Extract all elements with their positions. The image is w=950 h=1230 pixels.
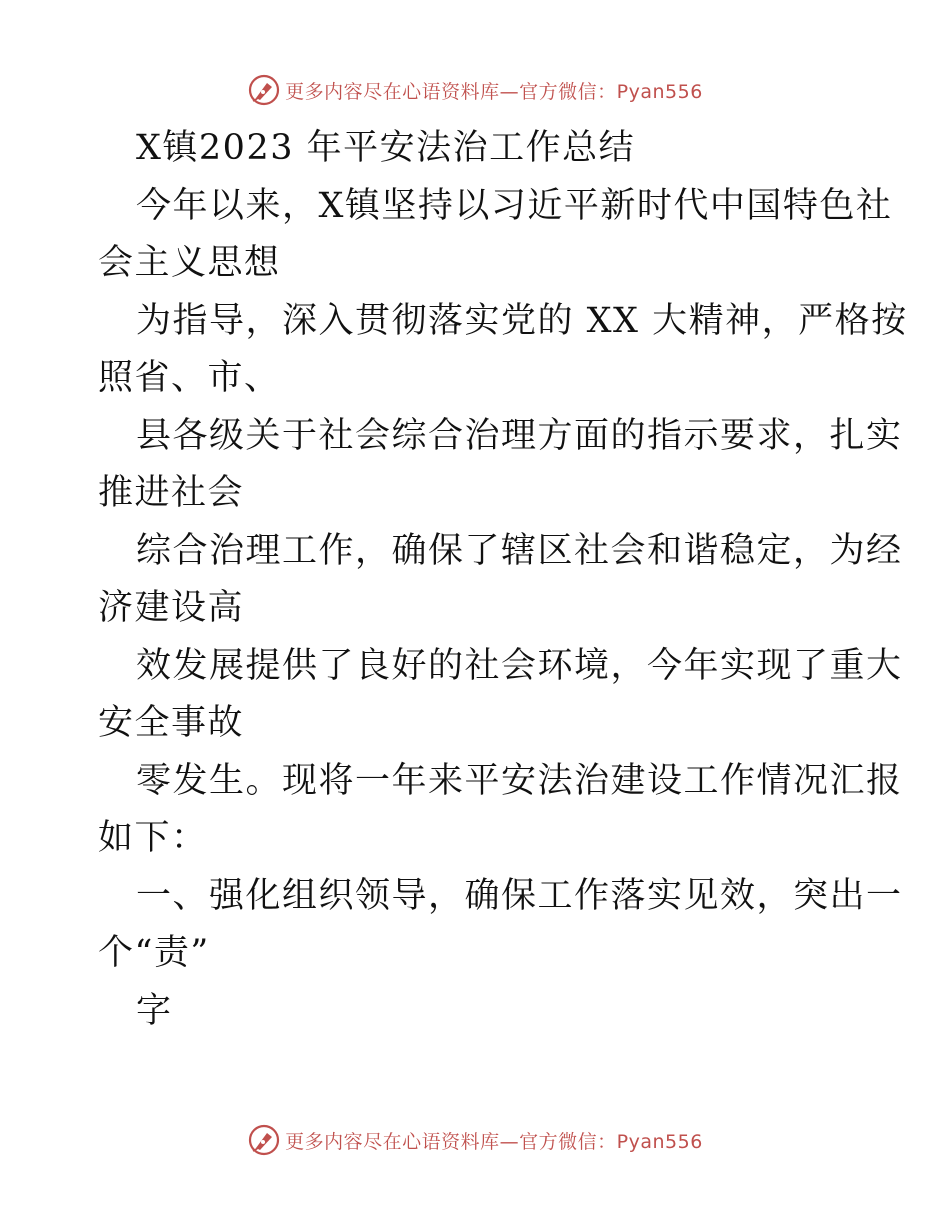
paragraph-line: 济建设高 bbox=[98, 588, 245, 628]
section-heading-line: 字 bbox=[136, 990, 173, 1031]
section-heading-line: 一、强化组织领导，确保工作落实见效，突出一 bbox=[136, 875, 903, 916]
paragraph-line: 会主义思想 bbox=[98, 243, 281, 283]
watermark-text: 更多内容尽在心语资料库—官方微信：Pyan556 bbox=[285, 80, 703, 103]
paragraph-line: 县各级关于社会综合治理方面的指示要求，扎实 bbox=[136, 415, 903, 456]
footer-watermark bbox=[0, 1120, 950, 1160]
paragraph-line: 为指导，深入贯彻落实党的 XX 大精神，严格按 bbox=[136, 300, 908, 341]
paragraph-line: 安全事故 bbox=[98, 703, 245, 743]
watermark-text: 更多内容尽在心语资料库—官方微信：Pyan556 bbox=[285, 1130, 703, 1153]
pen-nib-logo-icon bbox=[247, 1123, 281, 1157]
paragraph-line: 今年以来，X镇坚持以习近平新时代中国特色社 bbox=[136, 185, 893, 226]
document-body bbox=[98, 120, 908, 1040]
paragraph-line: 推进社会 bbox=[98, 473, 245, 513]
paragraph-line: 如下： bbox=[98, 818, 208, 858]
pen-nib-logo-icon bbox=[247, 73, 281, 107]
section-heading-line: 个“责” bbox=[98, 933, 210, 973]
paragraph-line: 综合治理工作，确保了辖区社会和谐稳定，为经 bbox=[136, 530, 903, 571]
paragraph-line: 零发生。现将一年来平安法治建设工作情况汇报 bbox=[136, 760, 903, 801]
header-watermark bbox=[0, 70, 950, 110]
paragraph-line: 照省、市、 bbox=[98, 358, 281, 398]
paragraph-line: 效发展提供了良好的社会环境，今年实现了重大 bbox=[136, 645, 903, 686]
document-title: X镇2023 年平安法治工作总结 bbox=[136, 128, 636, 168]
